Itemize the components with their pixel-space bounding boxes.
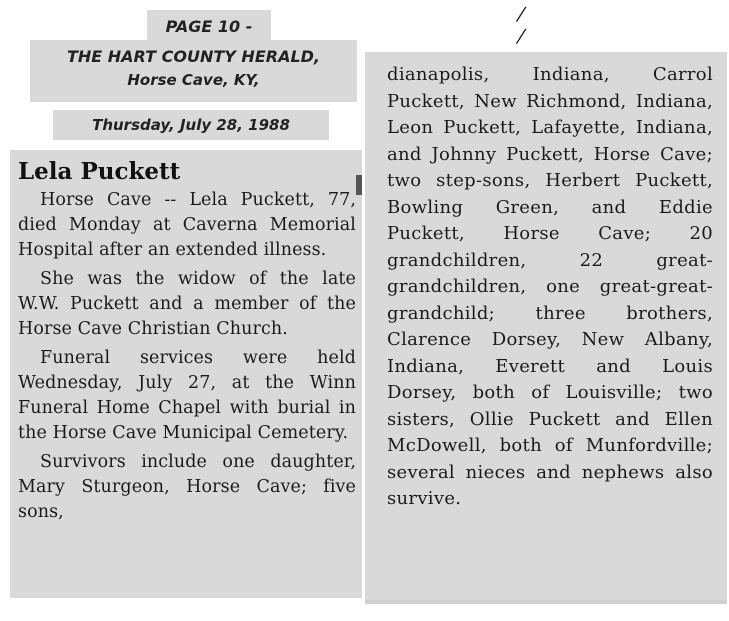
clipping-bottom-edge	[365, 600, 727, 604]
pen-mark-bottom: /	[514, 26, 528, 47]
obituary-paragraph: She was the widow of the late W.W. Puckett and a member of the Horse Cave Christian Church.	[18, 269, 356, 339]
pen-mark-top: /	[514, 4, 528, 25]
newspaper-name-clipping	[30, 40, 357, 102]
obituary-continuation: dianapolis, Indiana, Carrol Puckett, New Richmond, Indiana, Leon Puckett, Lafayette, Indiana, and Johnny Puckett, Horse Cave; two step-sons, Herbert Puckett, Bowling Green, and Eddie Puckett, Horse Cave; 20 grandchildren, 22 great-grandchildren, one great-great- grandchild; three brothers, Clarence Dorsey, New Albany, Indiana, Everett and Louis Dorsey, both of Louisville; two sisters, Ollie Puckett and Ellen McDowell, both of Munfordville; several nieces and nephews also survive.	[387, 64, 713, 509]
obituary-title: Lela Puckett	[18, 158, 181, 185]
publication-date: Thursday, July 28, 1988	[92, 116, 290, 134]
date-clipping	[53, 110, 329, 140]
obituary-column-left	[10, 150, 362, 598]
newspaper-name: THE HART COUNTY HERALD,	[66, 47, 321, 66]
page-number-clipping	[147, 10, 271, 44]
obituary-paragraph: Horse Cave -- Lela Puckett, 77, died Monday at Caverna Memorial Hospital after an extended illness.	[18, 190, 356, 260]
obituary-paragraph: Funeral services were held Wednesday, July 27, at the Winn Funeral Home Chapel with burial in the Horse Cave Municipal Cemetery.	[18, 348, 356, 443]
obituary-paragraph: Survivors include one daughter, Mary Sturgeon, Horse Cave; five sons,	[18, 452, 356, 522]
clipping-edge-mark	[356, 175, 362, 195]
newspaper-location: Horse Cave, KY,	[127, 71, 260, 89]
obituary-column-right	[365, 52, 727, 600]
page-number-label: PAGE 10 -	[165, 17, 253, 36]
